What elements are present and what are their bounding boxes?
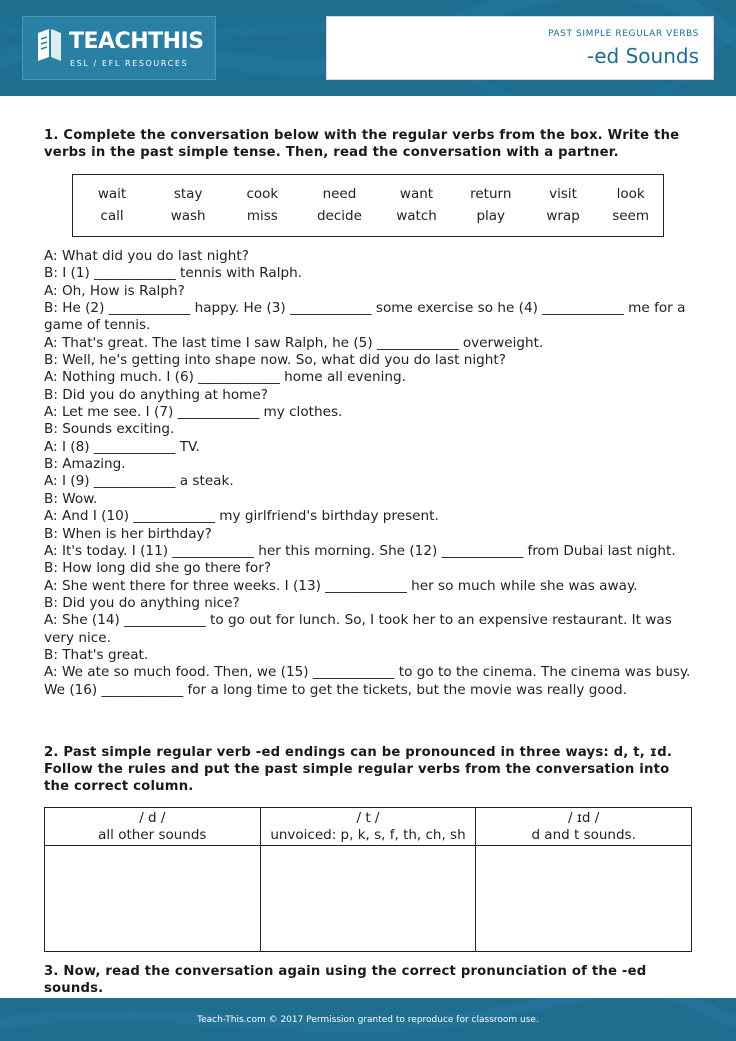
conversation-line: A: Let me see. I (7) ____________ my clothes.	[44, 404, 343, 421]
question-3-instructions: 3. Now, read the conversation again using the correct pronunciation of the -ed sounds.	[44, 964, 647, 996]
sound-d: / d /	[139, 810, 166, 826]
word-row-1	[73, 186, 663, 202]
word-box-verb: watch	[396, 208, 437, 224]
book-icon	[35, 27, 63, 63]
rule-id: d and t sounds.	[531, 827, 636, 843]
question-2-instructions: 2. Past simple regular verb -ed endings can be pronounced in three ways: d, t, ɪd. Follow the rules and put the past simple regular verbs from the conversation into the correct column.	[44, 745, 673, 794]
conversation-line: A: And I (10) ____________ my girlfriend's birthday present.	[44, 508, 439, 525]
conversation-line: A: It's today. I (11) ____________ her this morning. She (12) ____________ from Dubai last night.	[44, 542, 676, 559]
word-box-verb: play	[476, 208, 506, 224]
conversation-line: A: I (9) ____________ a steak.	[44, 473, 234, 490]
word-box-verb: cook	[246, 186, 279, 202]
conversation-line: B: That's great.	[44, 646, 149, 663]
word-box-verb: wait	[97, 186, 127, 202]
conversation-line: B: Wow.	[44, 490, 98, 507]
conversation-line: B: He (2) ____________ happy. He (3) ____________ some exercise so he (4) ____________ me for a game of tennis.	[44, 300, 686, 334]
conversation-line: B: Did you do anything at home?	[44, 386, 268, 403]
column-header-t	[260, 808, 476, 846]
word-row-2	[73, 208, 663, 224]
column-header-id	[476, 808, 692, 846]
conversation-line: A: She (14) ____________ to go out for lunch. So, I took her to an expensive restaurant. It was very nice.	[44, 612, 672, 646]
question-1-instructions: 1. Complete the conversation below with the regular verbs from the box. Write the verbs in the past simple tense. Then, read the conversation with a partner.	[44, 128, 680, 160]
title-panel	[326, 16, 714, 80]
conversation-line: B: How long did she go there for?	[44, 560, 272, 577]
logo	[22, 16, 216, 80]
conversation-line: B: Did you do anything nice?	[44, 594, 240, 611]
word-box-verb: want	[399, 186, 434, 202]
word-box-verb: visit	[549, 186, 577, 202]
worksheet-title: -ed Sounds	[587, 44, 699, 68]
rule-t: unvoiced: p, k, s, f, th, ch, sh	[270, 827, 466, 843]
ed-sounds-table	[44, 807, 692, 952]
footer-bar	[0, 998, 736, 1041]
brand-name: TEACHTHIS	[69, 29, 204, 54]
answer-cell-id[interactable]	[476, 846, 692, 952]
conversation-line: A: Nothing much. I (6) ____________ home all evening.	[44, 369, 406, 386]
topic-label: PAST SIMPLE REGULAR VERBS	[547, 29, 699, 39]
copyright-notice: Teach-This.com © 2017 Permission granted to reproduce for classroom use.	[197, 1015, 539, 1025]
header-banner	[0, 0, 736, 96]
word-box-verb: wash	[170, 208, 206, 224]
word-box-verb: seem	[612, 208, 650, 224]
conversation	[44, 248, 698, 699]
conversation-line: B: I (1) ____________ tennis with Ralph.	[44, 265, 303, 282]
word-box-verb: return	[470, 186, 512, 202]
word-box-verb: stay	[173, 186, 203, 202]
conversation-line: A: I (8) ____________ TV.	[44, 438, 200, 455]
sound-id: / ɪd /	[568, 810, 600, 826]
answer-cell-t[interactable]	[260, 846, 476, 952]
word-box-verb: wrap	[546, 208, 580, 224]
conversation-line: A: She went there for three weeks. I (13) ____________ her so much while she was away.	[44, 577, 638, 594]
conversation-line: B: Amazing.	[44, 456, 126, 473]
conversation-line: B: Sounds exciting.	[44, 421, 175, 438]
word-box-verb: call	[100, 208, 124, 224]
brand-subtitle: ESL / EFL RESOURCES	[70, 59, 189, 68]
word-box-verb: look	[616, 186, 645, 202]
verb-word-box	[72, 174, 664, 237]
answer-cell-d[interactable]	[45, 846, 261, 952]
column-header-d	[45, 808, 261, 846]
conversation-line: A: We ate so much food. Then, we (15) ____________ to go to the cinema. The cinema was busy. We (16) ____________ for a long time to get the tickets, but the movie was really good.	[44, 664, 691, 698]
conversation-line: B: Well, he's getting into shape now. So, what did you do last night?	[44, 352, 506, 369]
rule-d: all other sounds	[98, 827, 207, 843]
word-box-verb: miss	[246, 208, 278, 224]
word-box-verb: decide	[316, 208, 362, 224]
sound-t: / t /	[356, 810, 380, 826]
conversation-line: A: That's great. The last time I saw Ralph, he (5) ____________ overweight.	[44, 334, 544, 351]
conversation-line: A: Oh, How is Ralph?	[44, 282, 185, 299]
conversation-line: B: When is her birthday?	[44, 525, 212, 542]
word-box-verb: need	[322, 186, 357, 202]
conversation-line: A: What did you do last night?	[44, 248, 249, 264]
